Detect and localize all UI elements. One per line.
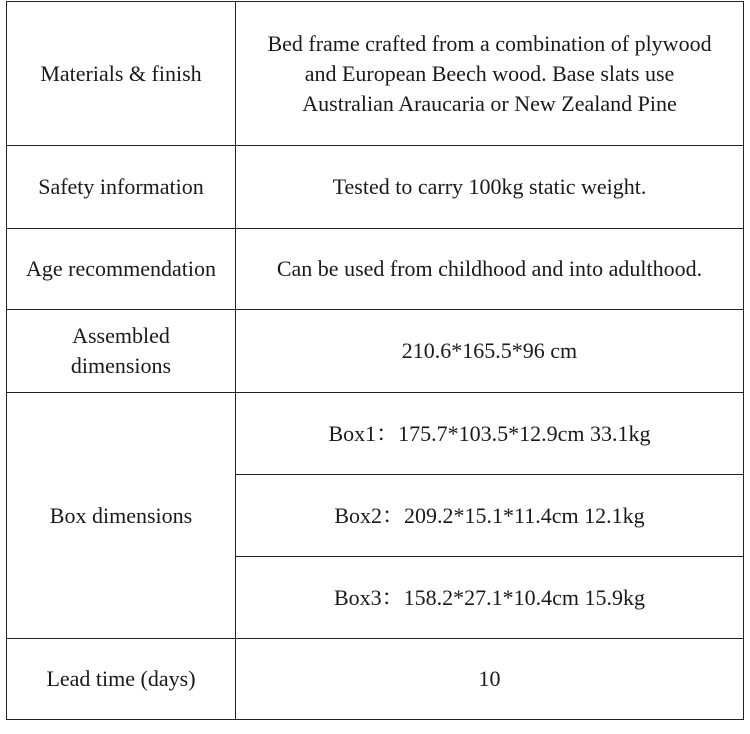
assembled-label-line-2: dimensions [70, 353, 172, 378]
value-safety-information: Tested to carry 100kg static weight. [236, 146, 744, 229]
label-box-dimensions: Box dimensions [7, 393, 236, 639]
table-row-assembled-dimensions [7, 310, 744, 393]
assembled-label-line-1: Assembled [72, 323, 170, 348]
materials-line-3: Australian Araucaria or New Zealand Pine [302, 90, 677, 116]
table-row-box-1 [7, 393, 744, 475]
label-assembled-dimensions [7, 310, 236, 393]
materials-line-1: Bed frame crafted from a combination of plywood [267, 30, 712, 56]
value-lead-time: 10 [236, 639, 744, 720]
value-assembled-dimensions: 210.6*165.5*96 cm [236, 310, 744, 393]
table-row-materials [7, 2, 744, 146]
value-box-1: Box1：175.7*103.5*12.9cm 33.1kg [236, 393, 744, 475]
value-age-recommendation: Can be used from childhood and into adulthood. [236, 229, 744, 310]
label-safety-information: Safety information [7, 146, 236, 229]
table-row-safety [7, 146, 744, 229]
table-row-age [7, 229, 744, 310]
value-materials-finish [236, 2, 744, 146]
product-spec-table [6, 1, 744, 720]
label-age-recommendation: Age recommendation [7, 229, 236, 310]
value-box-2: Box2：209.2*15.1*11.4cm 12.1kg [236, 475, 744, 557]
label-materials-finish: Materials & finish [7, 2, 236, 146]
value-box-3: Box3：158.2*27.1*10.4cm 15.9kg [236, 557, 744, 639]
table-row-lead-time [7, 639, 744, 720]
label-lead-time: Lead time (days) [7, 639, 236, 720]
materials-line-2: and European Beech wood. Base slats use [304, 60, 675, 86]
